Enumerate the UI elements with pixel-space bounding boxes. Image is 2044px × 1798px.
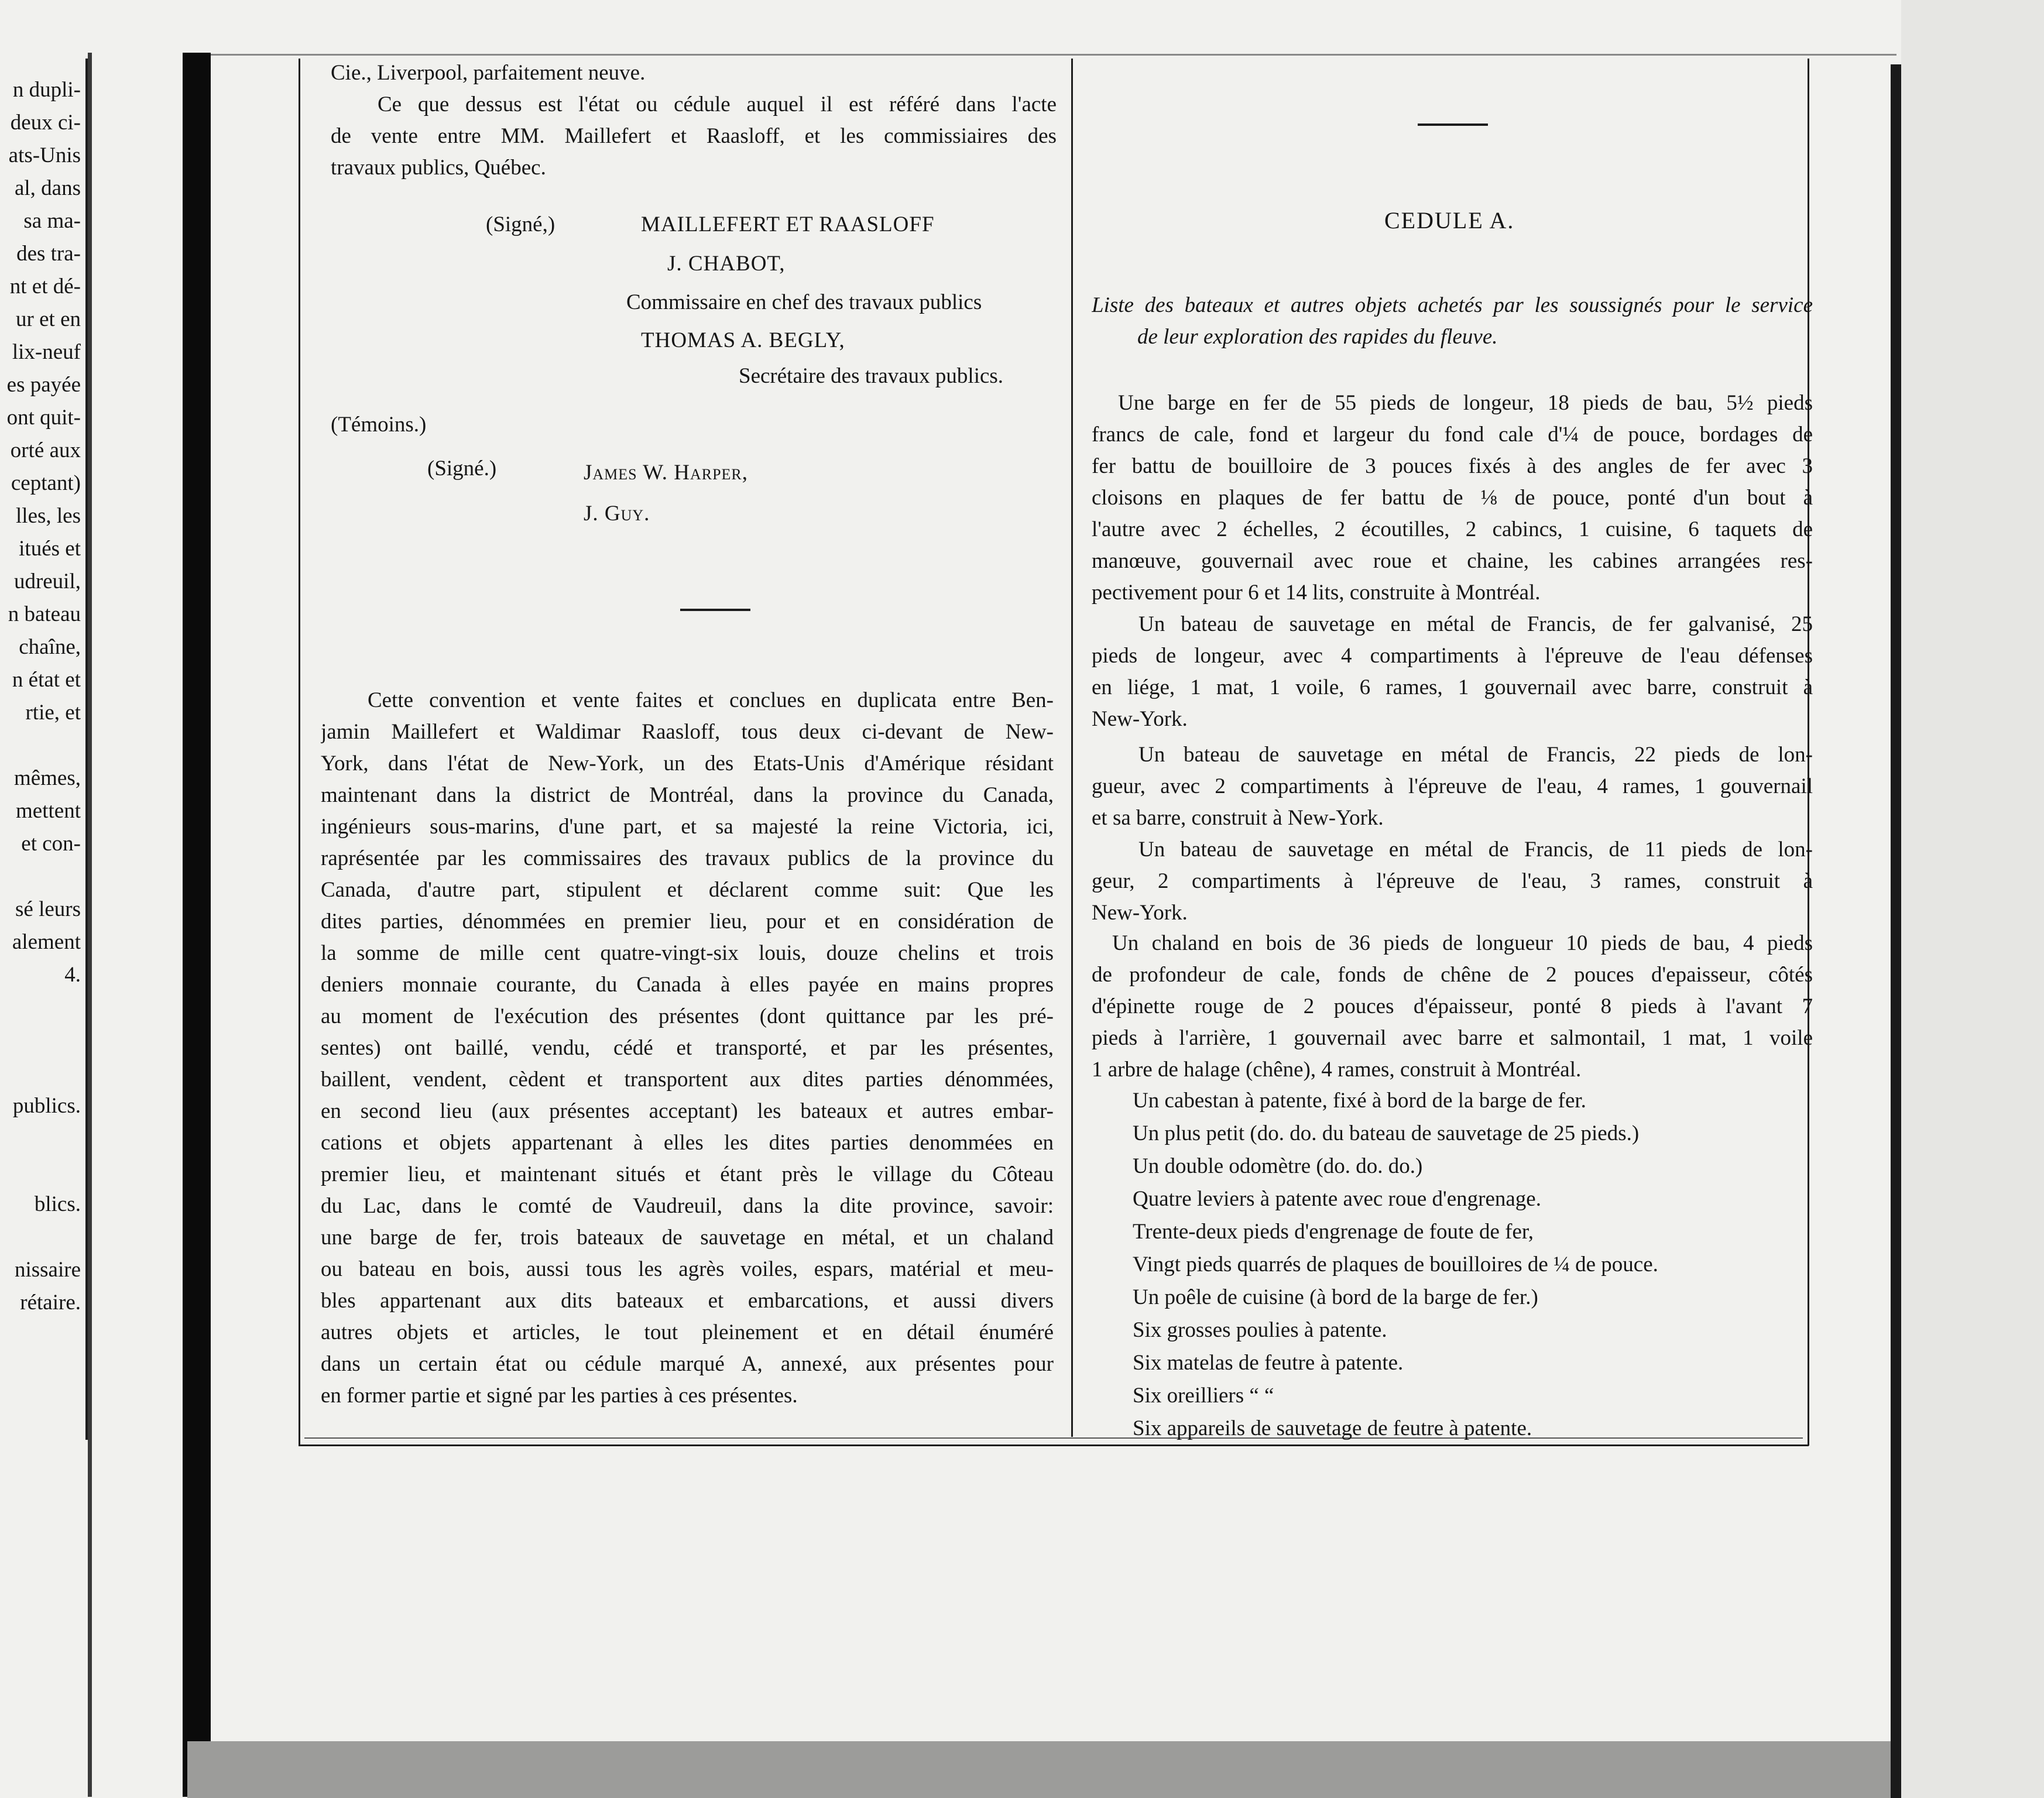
column-divider — [1071, 59, 1073, 1437]
schedule-item: Six oreilliers “ “ — [1133, 1384, 1274, 1408]
chaland-line: d'épinette rouge de 2 pouces d'épaisseur, ponté 8 pieds à l'avant 7 — [1092, 994, 1813, 1018]
previous-page-line: lles, les — [16, 504, 81, 528]
barge-line: pectivement pour 6 et 14 lits, construite à Montréal. — [1092, 581, 1541, 605]
convention-line: en former partie et signé par les parties à ces présentes. — [321, 1384, 798, 1408]
lifeboat3-line: geur, 2 compartiments à l'épreuve de l'eau, 3 rames, construit à — [1092, 869, 1813, 893]
convention-line: York, dans l'état de New-York, un des Etats-Unis d'Amérique résidant — [321, 752, 1054, 776]
intro-line: Ce que dessus est l'état ou cédule auquel il est référé dans l'acte — [378, 92, 1057, 116]
convention-paragraph — [321, 685, 1054, 1412]
previous-page-line: es payée — [6, 373, 81, 397]
lifeboat2-line: gueur, avec 2 compartiments à l'épreuve de l'eau, 4 rames, 1 gouvernail — [1092, 774, 1813, 798]
lifeboat3-paragraph — [1092, 834, 1813, 929]
intro-line: Cie., Liverpool, parfaitement neuve. — [331, 61, 646, 85]
lifeboat1-line: New-York. — [1092, 707, 1188, 731]
previous-page-line: ont quit- — [6, 406, 81, 430]
cedule-subtitle — [1092, 290, 1813, 353]
previous-page-line: itués et — [19, 537, 81, 561]
witnesses-label: (Témoins.) — [331, 413, 427, 437]
schedule-item: Un cabestan à patente, fixé à bord de la barge de fer. — [1133, 1089, 1586, 1113]
previous-page-line: publics. — [12, 1094, 81, 1118]
witness-signed-label: (Signé.) — [427, 457, 497, 481]
previous-page-line: ur et en — [16, 307, 81, 331]
signed-label: (Signé,) — [486, 212, 555, 236]
convention-line: en second lieu (aux présentes acceptant) les bateaux et autres embar- — [321, 1099, 1054, 1123]
convention-line: Canada, d'autre part, stipulent et déclarent comme suit: Que les — [321, 878, 1054, 902]
convention-line: premier lieu, et maintenant situés et étant près le village du Côteau — [321, 1162, 1054, 1186]
left-section-divider — [680, 609, 750, 611]
previous-page-line: ceptant) — [11, 471, 81, 495]
chaland-paragraph — [1092, 928, 1813, 1086]
convention-line: cations et objets appartenant à elles les dites parties denommées en — [321, 1131, 1054, 1155]
items-list — [1133, 1085, 1812, 1445]
scan-right-margin — [1901, 0, 2044, 1798]
previous-page-line: n état et — [12, 668, 81, 692]
convention-line: autres objets et articles, le tout pleinement et en détail énuméré — [321, 1320, 1054, 1344]
previous-page-line: blics. — [34, 1192, 81, 1216]
previous-page-line: rétaire. — [20, 1291, 81, 1315]
right-top-divider — [1418, 123, 1488, 126]
schedule-item: Six grosses poulies à patente. — [1133, 1318, 1387, 1342]
previous-page-line: ats-Unis — [8, 143, 81, 167]
barge-line: fer battu de bouilloire de 3 pouces fixés à des angles de fer avec 3 — [1092, 454, 1813, 478]
page-border-left — [299, 59, 300, 1446]
convention-line: dites parties, dénommées en premier lieu, pour et en considération de — [321, 910, 1054, 934]
intro-line: de vente entre MM. Maillefert et Raasloff, et les commissiaires des — [331, 124, 1057, 148]
barge-line: francs de cale, fond et largeur du fond cale d'¼ de pouce, bordages de — [1092, 423, 1813, 447]
scan-bottom-band — [187, 1741, 2044, 1798]
cedule-heading: CEDULE A. — [1384, 207, 1515, 234]
witness-guy: J. Guy. — [584, 502, 650, 526]
signature-maillefert: MAILLEFERT ET RAASLOFF — [641, 212, 935, 236]
previous-page-line: sé leurs — [15, 897, 81, 921]
lifeboat1-line: pieds de longeur, avec 4 compartiments à l'épreuve de l'eau défenses — [1092, 644, 1813, 668]
lifeboat2-line: et sa barre, construit à New-York. — [1092, 806, 1384, 830]
previous-page-line: rtie, et — [25, 701, 81, 725]
witness-harper: James W. Harper, — [584, 461, 749, 485]
convention-line: maintenant dans la district de Montréal, dans la province du Canada, — [321, 783, 1054, 807]
signature-chabot: J. CHABOT, — [667, 252, 786, 276]
previous-page-line: nissaire — [14, 1258, 81, 1282]
previous-page-line: mêmes, — [13, 766, 81, 790]
barge-line: l'autre avec 2 échelles, 2 écoutilles, 2 cabincs, 1 cuisine, 6 taquets de — [1092, 517, 1813, 541]
convention-line: raprésentée par les commissaires des travaux publics de la province du — [321, 846, 1054, 870]
barge-paragraph — [1092, 387, 1813, 609]
scan-left-shadow — [88, 53, 92, 1797]
convention-line: sentes) ont baillé, vendu, cédé et transporté, et par les présentes, — [321, 1036, 1054, 1060]
chaland-line: Un chaland en bois de 36 pieds de longueur 10 pieds de bau, 4 pieds — [1112, 931, 1813, 955]
previous-page-line: udreuil, — [13, 569, 81, 593]
lifeboat2-paragraph — [1092, 739, 1813, 834]
barge-line: manœuve, gouvernail avec roue et chaine, les cabines arrangées res- — [1092, 549, 1813, 573]
scan-gutter-bar — [183, 53, 211, 1797]
convention-line: bles appartenant aux dits bateaux et embarcations, et aussi divers — [321, 1289, 1054, 1313]
convention-line: baillent, vendent, cèdent et transportent aux dites parties dénommées, — [321, 1068, 1054, 1092]
previous-page-line: lix-neuf — [12, 340, 81, 364]
schedule-item: Trente-deux pieds d'engrenage de foute de fer, — [1133, 1220, 1534, 1244]
schedule-item: Vingt pieds quarrés de plaques de bouilloires de ¼ de pouce. — [1133, 1253, 1658, 1277]
intro-line: travaux publics, Québec. — [331, 156, 546, 180]
previous-page-line: nt et dé- — [9, 274, 81, 298]
convention-line: au moment de l'exécution des présentes (dont quittance par les pré- — [321, 1004, 1054, 1028]
previous-page-line: des tra- — [16, 242, 81, 266]
previous-page-line: deux ci- — [10, 111, 81, 135]
subtitle-line: de leur exploration des rapides du fleuve. — [1137, 325, 1498, 349]
convention-line: deniers monnaie courante, du Canada à elles payée en mains propres — [321, 973, 1054, 997]
scan-top-line — [211, 54, 1896, 56]
lifeboat3-line: Un bateau de sauvetage en métal de Francis, de 11 pieds de lon- — [1138, 838, 1813, 862]
scan-right-edge — [1891, 64, 1901, 1798]
previous-page-line: 4. — [64, 963, 81, 987]
previous-page-line: alement — [12, 930, 81, 954]
previous-page-line: et con- — [21, 832, 81, 856]
previous-page-fragment — [0, 59, 88, 1440]
schedule-item: Un poêle de cuisine (à bord de la barge de fer.) — [1133, 1285, 1538, 1309]
schedule-item: Quatre leviers à patente avec roue d'engrenage. — [1133, 1187, 1541, 1211]
schedule-item: Six matelas de feutre à patente. — [1133, 1351, 1404, 1375]
previous-page-line: al, dans — [14, 176, 81, 200]
lifeboat1-line: Un bateau de sauvetage en métal de Francis, de fer galvanisé, 25 — [1138, 612, 1813, 636]
previous-page-line: orté aux — [10, 438, 81, 462]
convention-line: la somme de mille cent quatre-vingt-six louis, douze chelins et trois — [321, 941, 1054, 965]
barge-line: Une barge en fer de 55 pieds de longeur, 18 pieds de bau, 5½ pieds — [1118, 391, 1813, 415]
convention-line: une barge de fer, trois bateaux de sauvetage en métal, et un chaland — [321, 1226, 1054, 1250]
lifeboat1-line: en liége, 1 mat, 1 voile, 6 rames, 1 gouvernail avec barre, construit à — [1092, 675, 1813, 699]
signature-begly: THOMAS A. BEGLY, — [641, 328, 845, 352]
chaland-line: de profondeur de cale, fonds de chêne de 2 pouces d'epaisseur, côtés — [1092, 963, 1813, 987]
lifeboat1-paragraph — [1092, 609, 1813, 735]
previous-page-border — [85, 59, 88, 1440]
schedule-item: Un double odomètre (do. do. do.) — [1133, 1154, 1423, 1178]
previous-page-line: mettent — [16, 799, 81, 823]
chaland-line: pieds à l'arrière, 1 gouvernail avec barre et salmontail, 1 mat, 1 voile — [1092, 1026, 1813, 1050]
previous-page-line: sa ma- — [23, 209, 81, 233]
schedule-item: Un plus petit (do. do. du bateau de sauvetage de 25 pieds.) — [1133, 1121, 1640, 1145]
convention-line: ingénieurs sous-marins, d'une part, et sa majesté la reine Victoria, ici, — [321, 815, 1054, 839]
lifeboat3-line: New-York. — [1092, 901, 1188, 925]
signature-chabot-title: Commissaire en chef des travaux publics — [626, 290, 982, 314]
schedule-item: Six appareils de sauvetage de feutre à patente. — [1133, 1416, 1532, 1440]
subtitle-line: Liste des bateaux et autres objets achetés par les soussignés pour le service — [1092, 293, 1813, 317]
convention-line: dans un certain état ou cédule marqué A, annexé, aux présentes pour — [321, 1352, 1054, 1376]
intro-paragraph — [331, 57, 1057, 184]
convention-line: du Lac, dans le comté de Vaudreuil, dans la dite province, savoir: — [321, 1194, 1054, 1218]
previous-page-line: n dupli- — [12, 78, 81, 102]
previous-page-line: n bateau — [8, 602, 81, 626]
convention-line: Cette convention et vente faites et conclues en duplicata entre Ben- — [368, 688, 1054, 712]
convention-line: ou bateau en bois, aussi tous les agrès voiles, espars, matérial et meu- — [321, 1257, 1054, 1281]
previous-page-line: chaîne, — [19, 635, 81, 659]
chaland-line: 1 arbre de halage (chêne), 4 rames, construit à Montréal. — [1092, 1058, 1582, 1082]
convention-line: jamin Maillefert et Waldimar Raasloff, tous deux ci-devant de New- — [321, 720, 1054, 744]
barge-line: cloisons en plaques de fer battu de ⅛ de pouce, ponté d'un bout à — [1092, 486, 1813, 510]
lifeboat2-line: Un bateau de sauvetage en métal de Francis, 22 pieds de lon- — [1138, 743, 1813, 767]
signature-begly-title: Secrétaire des travaux publics. — [739, 364, 1004, 388]
